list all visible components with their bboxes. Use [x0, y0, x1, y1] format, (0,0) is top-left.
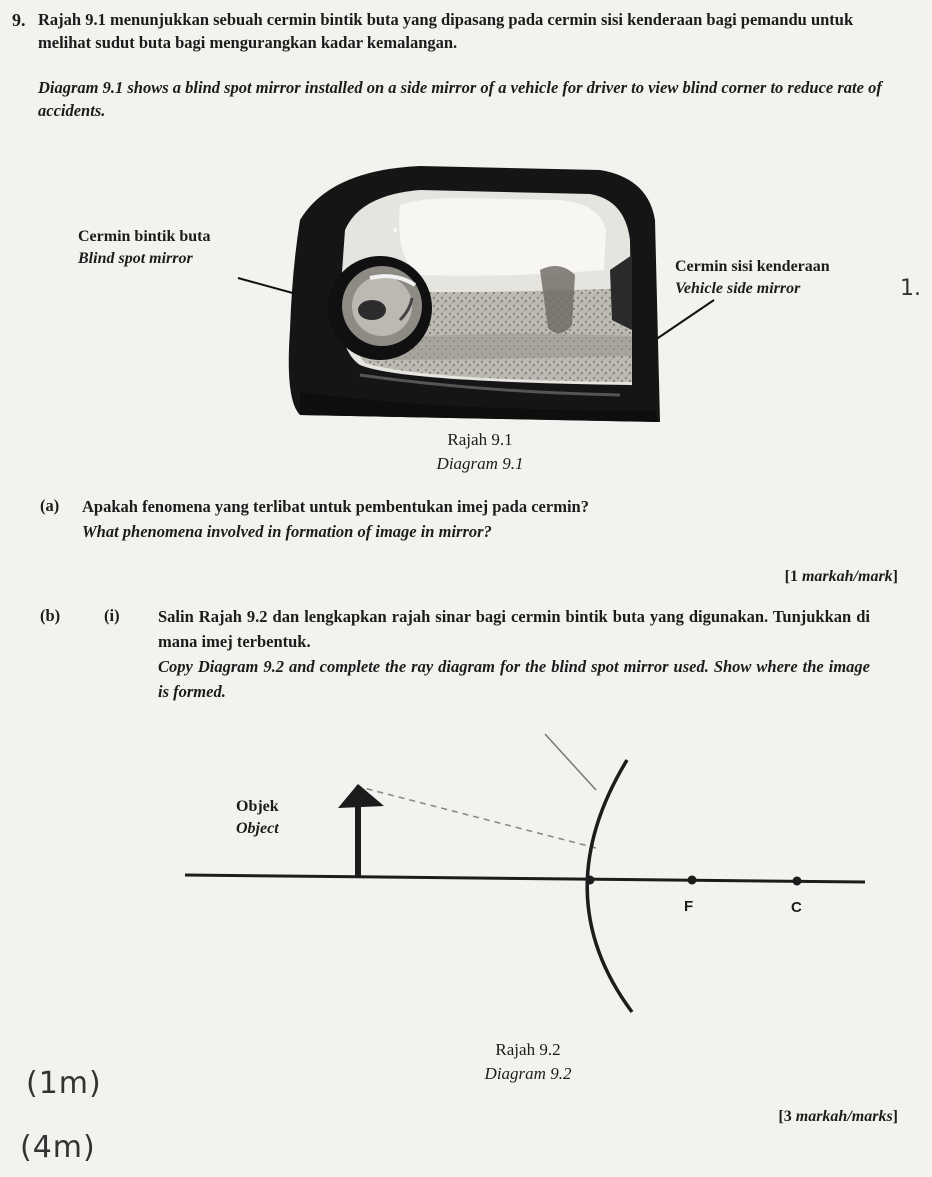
focal-point-f [688, 876, 697, 885]
part-b-question: Salin Rajah 9.2 dan lengkapkan rajah sinar bagi cermin bintik buta yang digunakan. Tunjukkan di mana imej terbentuk. Copy Diagram 9.2 and complete the ray diagram for the blind spot mirror used. Show where the image is formed. [158, 607, 870, 701]
leader-line-side-mirror [655, 300, 714, 340]
question-number: 9. [12, 10, 26, 30]
ray-faint-object [356, 786, 596, 848]
label-point-c: C [791, 899, 802, 916]
part-b-letter: (b) [40, 606, 61, 625]
part-a-letter: (a) [40, 496, 60, 515]
handwritten-margin-mark: 1. [900, 276, 921, 301]
ray-faint-top [545, 734, 596, 790]
caption-diagram-9-1: Rajah 9.1 Diagram 9.1 [436, 430, 524, 473]
principal-axis [185, 875, 865, 882]
part-b-marks: [3 markah/marks] [778, 1108, 898, 1125]
part-a-question: Apakah fenomena yang terlibat untuk pembentukan imej pada cermin? What phenomena involved in formation of image in mirror? [82, 497, 589, 541]
label-object: Objek Object [236, 798, 279, 837]
caption-diagram-9-2: Rajah 9.2 Diagram 9.2 [484, 1040, 572, 1083]
object-arrow-head [338, 784, 384, 808]
part-b-sub-number: (i) [104, 606, 120, 625]
part-a-marks: [1 markah/mark] [784, 568, 898, 585]
label-point-f: F [684, 898, 694, 915]
convex-mirror [587, 760, 632, 1012]
question-intro-malay: Rajah 9.1 menunjukkan sebuah cermin bintik buta yang dipasang pada cermin sisi kenderaan bagi pemandu untuk melihat sudut buta bagi mengurangkan kadar kemalangan. [38, 10, 854, 52]
label-vehicle-side-mirror: Cermin sisi kenderaan Vehicle side mirror [675, 258, 830, 297]
diagram-9-2 [0, 720, 932, 1030]
label-blind-spot-mirror: Cermin bintik buta Blind spot mirror [78, 228, 211, 267]
handwritten-note-1m: (1m) [26, 1066, 102, 1101]
mirror-pole-point [586, 876, 595, 885]
handwritten-note-4m: (4m) [20, 1130, 96, 1165]
centre-of-curvature-c [793, 877, 802, 886]
leader-line-blind-spot [238, 278, 300, 295]
question-intro-english: Diagram 9.1 shows a blind spot mirror installed on a side mirror of a vehicle for driver to view blind corner to reduce rate of accidents. [38, 78, 882, 120]
